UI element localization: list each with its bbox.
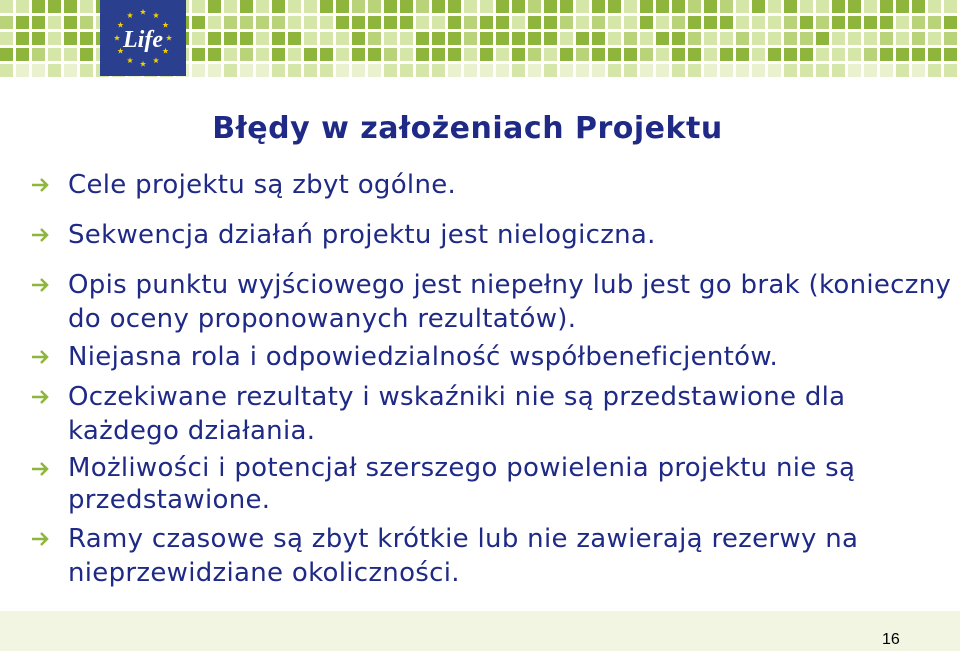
slide-title: Błędy w założeniach Projektu (212, 111, 723, 146)
arrow-right-icon (30, 176, 52, 194)
bullet-text: Możliwości i potencjał szerszego powielenia projektu nie są przedstawione. (68, 453, 856, 515)
logo-text: Life (123, 27, 163, 53)
bullet-text: Oczekiwane rezultaty i wskaźniki nie są przedstawione dla każdego działania. (68, 382, 846, 446)
bullet-text: Ramy czasowe są zbyt krótkie lub nie zawierają rezerwy na nieprzewidziane okoliczności. (68, 524, 859, 588)
arrow-right-icon (30, 276, 52, 294)
list-item (30, 168, 955, 202)
list-item (30, 268, 955, 336)
bullet-text: Cele projektu są zbyt ogólne. (68, 170, 457, 200)
list-item (30, 218, 955, 252)
list-item (30, 452, 955, 516)
bullet-text: Sekwencja działań projektu jest nielogiczna. (68, 220, 656, 250)
header-band (0, 0, 960, 78)
list-item (30, 380, 955, 448)
eu-stars-icon (100, 0, 186, 76)
arrow-right-icon (30, 388, 52, 406)
bullet-text: Opis punktu wyjściowego jest niepełny lub jest go brak (konieczny do oceny proponowanych rezultatów). (68, 270, 952, 334)
arrow-right-icon (30, 460, 52, 478)
arrow-right-icon (30, 348, 52, 366)
bullet-list (30, 168, 955, 590)
arrow-right-icon (30, 530, 52, 548)
bullet-text: Niejasna rola i odpowiedzialność współbeneficjentów. (68, 342, 779, 372)
arrow-right-icon (30, 226, 52, 244)
page-number: 16 (882, 631, 900, 648)
life-logo (100, 0, 186, 76)
list-item (30, 522, 955, 590)
list-item (30, 340, 955, 374)
footer-strip (0, 611, 960, 651)
